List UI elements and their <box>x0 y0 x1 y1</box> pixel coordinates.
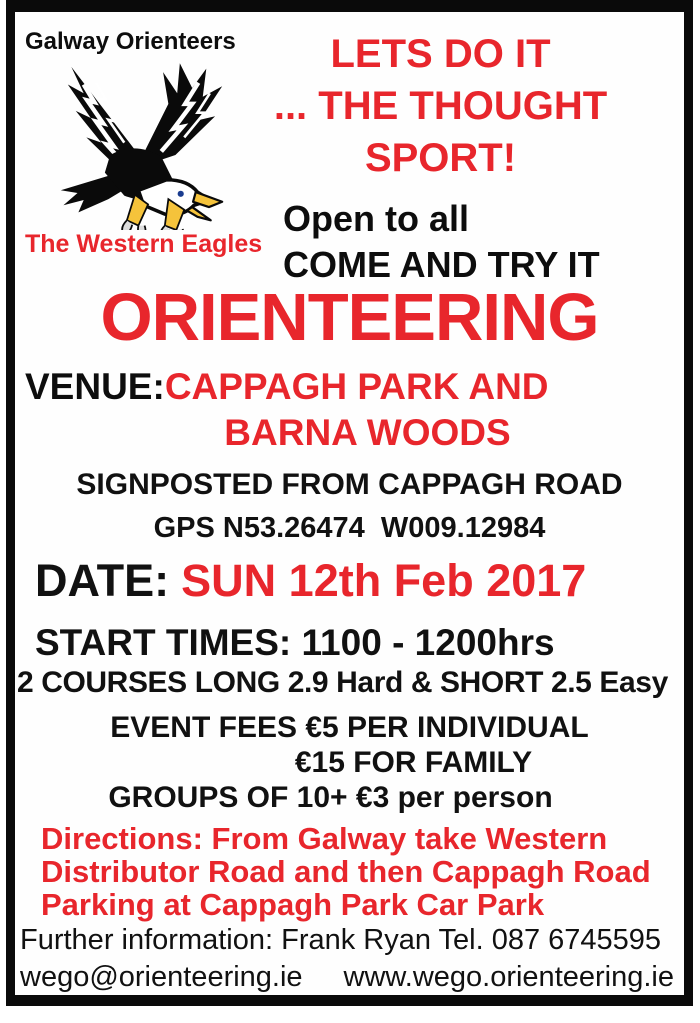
header-tagline-block <box>267 12 684 284</box>
date-value: SUN 12th Feb 2017 <box>181 555 587 606</box>
contact-website: www.wego.orienteering.ie <box>343 961 674 993</box>
gps-coordinates: GPS N53.26474 W009.12984 <box>153 512 546 544</box>
further-info-line: Further information: Frank Ryan Tel. 087 6745595 <box>20 924 662 956</box>
come-and-try-line: COME AND TRY IT <box>283 244 600 285</box>
venue-line <box>15 364 684 410</box>
event-poster <box>6 0 693 1006</box>
team-name: The Western Eagles <box>25 230 263 258</box>
fees-individual-line: EVENT FEES €5 PER INDIVIDUAL <box>110 711 589 744</box>
tagline-line-3: SPORT! <box>364 136 517 180</box>
directions-line-1: Directions: From Galway take Western <box>41 821 608 856</box>
tagline <box>267 28 684 184</box>
fees-family-line: €15 FOR FAMILY <box>294 746 533 779</box>
directions-block <box>15 822 684 921</box>
date-line <box>15 554 684 607</box>
venue-label: VENUE: <box>25 366 165 407</box>
event-title: ORIENTEERING <box>100 280 599 355</box>
club-name: Galway Orienteers <box>25 28 236 55</box>
venue-value-line-1: CAPPAGH PARK AND <box>164 366 549 407</box>
directions-line-2: Distributor Road and then Cappagh Road <box>41 854 651 889</box>
signposted-note: SIGNPOSTED FROM CAPPAGH ROAD <box>76 468 623 501</box>
tagline-line-1: LETS DO IT <box>330 32 551 76</box>
tagline-line-2: ... THE THOUGHT <box>273 84 608 128</box>
venue-value-line-2: BARNA WOODS <box>224 412 511 453</box>
open-to-all-line: Open to all <box>283 198 470 239</box>
open-invite-block <box>267 196 684 288</box>
eagle-icon <box>25 58 250 230</box>
eagle-logo-icon <box>25 58 250 230</box>
club-logo-block <box>15 12 267 284</box>
contact-email: wego@orienteering.ie <box>20 961 303 993</box>
courses-line: 2 COURSES LONG 2.9 Hard & SHORT 2.5 Easy <box>17 666 668 699</box>
fees-groups-line: GROUPS OF 10+ €3 per person <box>108 781 553 814</box>
date-label: DATE: <box>35 555 170 606</box>
poster-header <box>15 12 684 284</box>
start-times-line: START TIMES: 1100 - 1200hrs <box>35 622 555 663</box>
contact-footer <box>15 961 684 993</box>
directions-line-3: Parking at Cappagh Park Car Park <box>41 887 545 922</box>
